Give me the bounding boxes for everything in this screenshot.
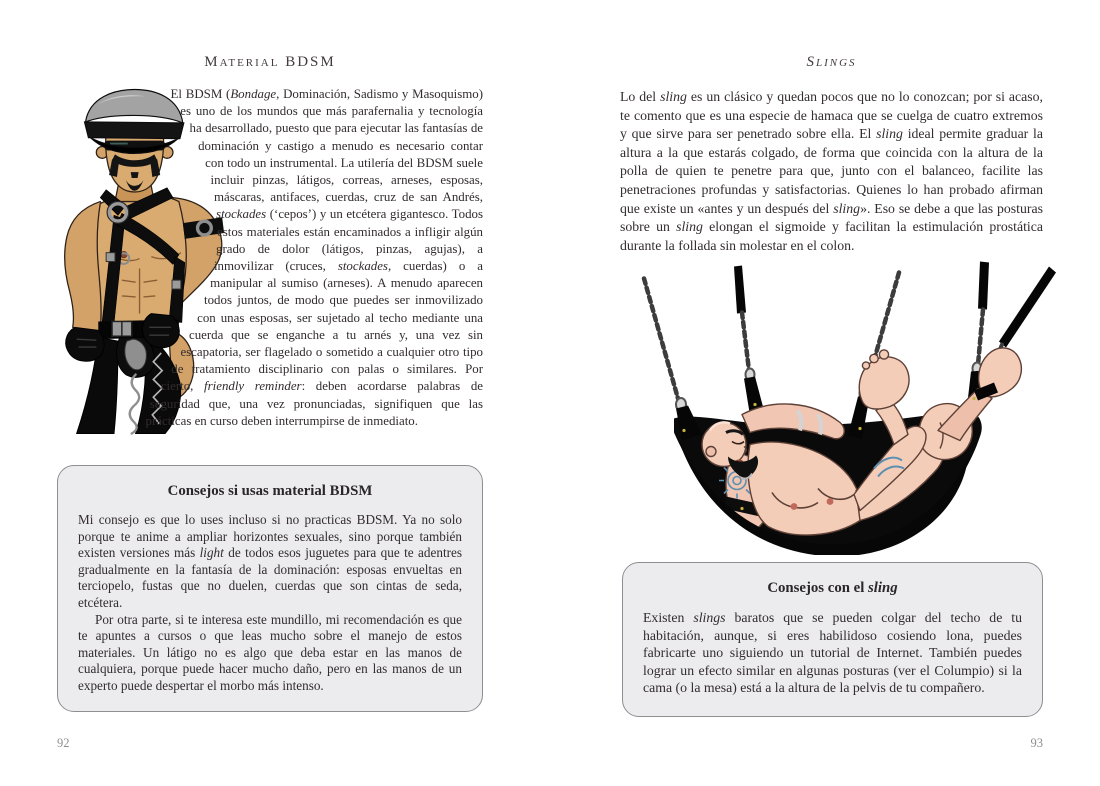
advice-paragraph: Existen slings baratos que se pueden colgar del techo de tu habitación, aunque, si eres habilidoso cosiendo lona, puedes fabricarte uno siguiendo un tutorial de Internet. También puedes lograr un efecto similar en algunas posturas (ver el Columpio) si la cama (o la mesa) está a la altura de la pelvis de tu compañero. [643, 610, 1022, 696]
right-page-body [620, 88, 1043, 255]
advice-paragraph: Mi consejo es que lo uses incluso si no practicas BDSM. Ya no solo porque te anime a ampliar horizontes sexuales, sino porque también existen versiones más light de todos esos juguetes para que te adentres gradualmente en la fantasía de la dominación: esposas envueltas en terciopelo, fustas que no duelen, cuerdas que son cintas de seda, etcétera. [78, 512, 462, 610]
right-page-header: Slings [806, 54, 857, 70]
right-body-paragraph: Lo del sling es un clásico y quedan pocos que no lo conozcan; por si acaso, te comento que es una especie de hamaca que se cuelga de cuatro extremos y que sirve para ser penetrado sobre ella. El sling ideal permite graduar la altura a la que estarás colgado, de forma que coincida con la altura de la polla de quien te penetre para que, junto con el balanceo, facilite las penetraciones profundas y satisfactorias. Quienes lo han probado afirman que existe un «antes y un después del sling». Eso se debe a que las posturas sobre un sling elongan el sigmoide y facilitan la estimulación prostática durante la follada sin molestar en el colon. [620, 89, 1043, 253]
left-page-body [57, 86, 483, 464]
advice-box-sling-text [643, 609, 1022, 697]
advice-box-bdsm-title: Consejos si usas material BDSM [167, 483, 373, 499]
advice-box-sling-title: Consejos con el sling [767, 580, 898, 596]
advice-box-bdsm-text [78, 512, 462, 695]
sling-illustration [622, 252, 1060, 555]
advice-paragraph: Por otra parte, si te interesa este mundillo, mi recomendación es que te apuntes a cursos o que leas mucho sobre el manejo de estos materiales. Un látigo no es algo que deba estar en las manos de cualquiera, porque puede hacer mucho daño, pero en las manos de un experto puede despertar el morbo más intenso. [78, 611, 462, 693]
advice-box-bdsm [57, 465, 483, 712]
right-page-number: 93 [1030, 736, 1043, 750]
left-page-number: 92 [57, 736, 70, 750]
left-body-paragraph: El BDSM (Bondage, Dominación, Sadismo y Masoquismo) es uno de los mundos que más parafernalia y tecnología ha desarrollado, puesto que para ejecutar las fantasías de dominación y castigo a menudo es necesario contar con todo un instrumental. La utilería del BDSM suele incluir pinzas, látigos, correas, arneses, esposas, máscaras, antifaces, cuerdas, cruz de san Andrés, stockades (‘cepos’) y un etcétera gigantesco. Todos estos materiales están encaminados a infligir algún grado de dolor (látigos, pinzas, agujas), a inmovilizar (cruces, stockades, cuerdas) o a manipular al sumiso (arneses). A menudo aparecen todos juntos, de modo que puedes ser inmovilizado con unas esposas, ser sujetado al techo mediante una cuerda que se enganche a tu arnés y, una vez sin escapatoria, ser flagelado o sometido a cualquier otro tipo de tratamiento disciplinario con palas o similares. Por cierto, friendly reminder: deben acordarse palabras de seguridad que, una vez pronunciadas, signifiquen que las prácticas en curso deben interrumpirse de inmediato. [145, 87, 483, 428]
advice-box-sling [622, 562, 1043, 717]
left-page-header: Material BDSM [204, 54, 336, 70]
